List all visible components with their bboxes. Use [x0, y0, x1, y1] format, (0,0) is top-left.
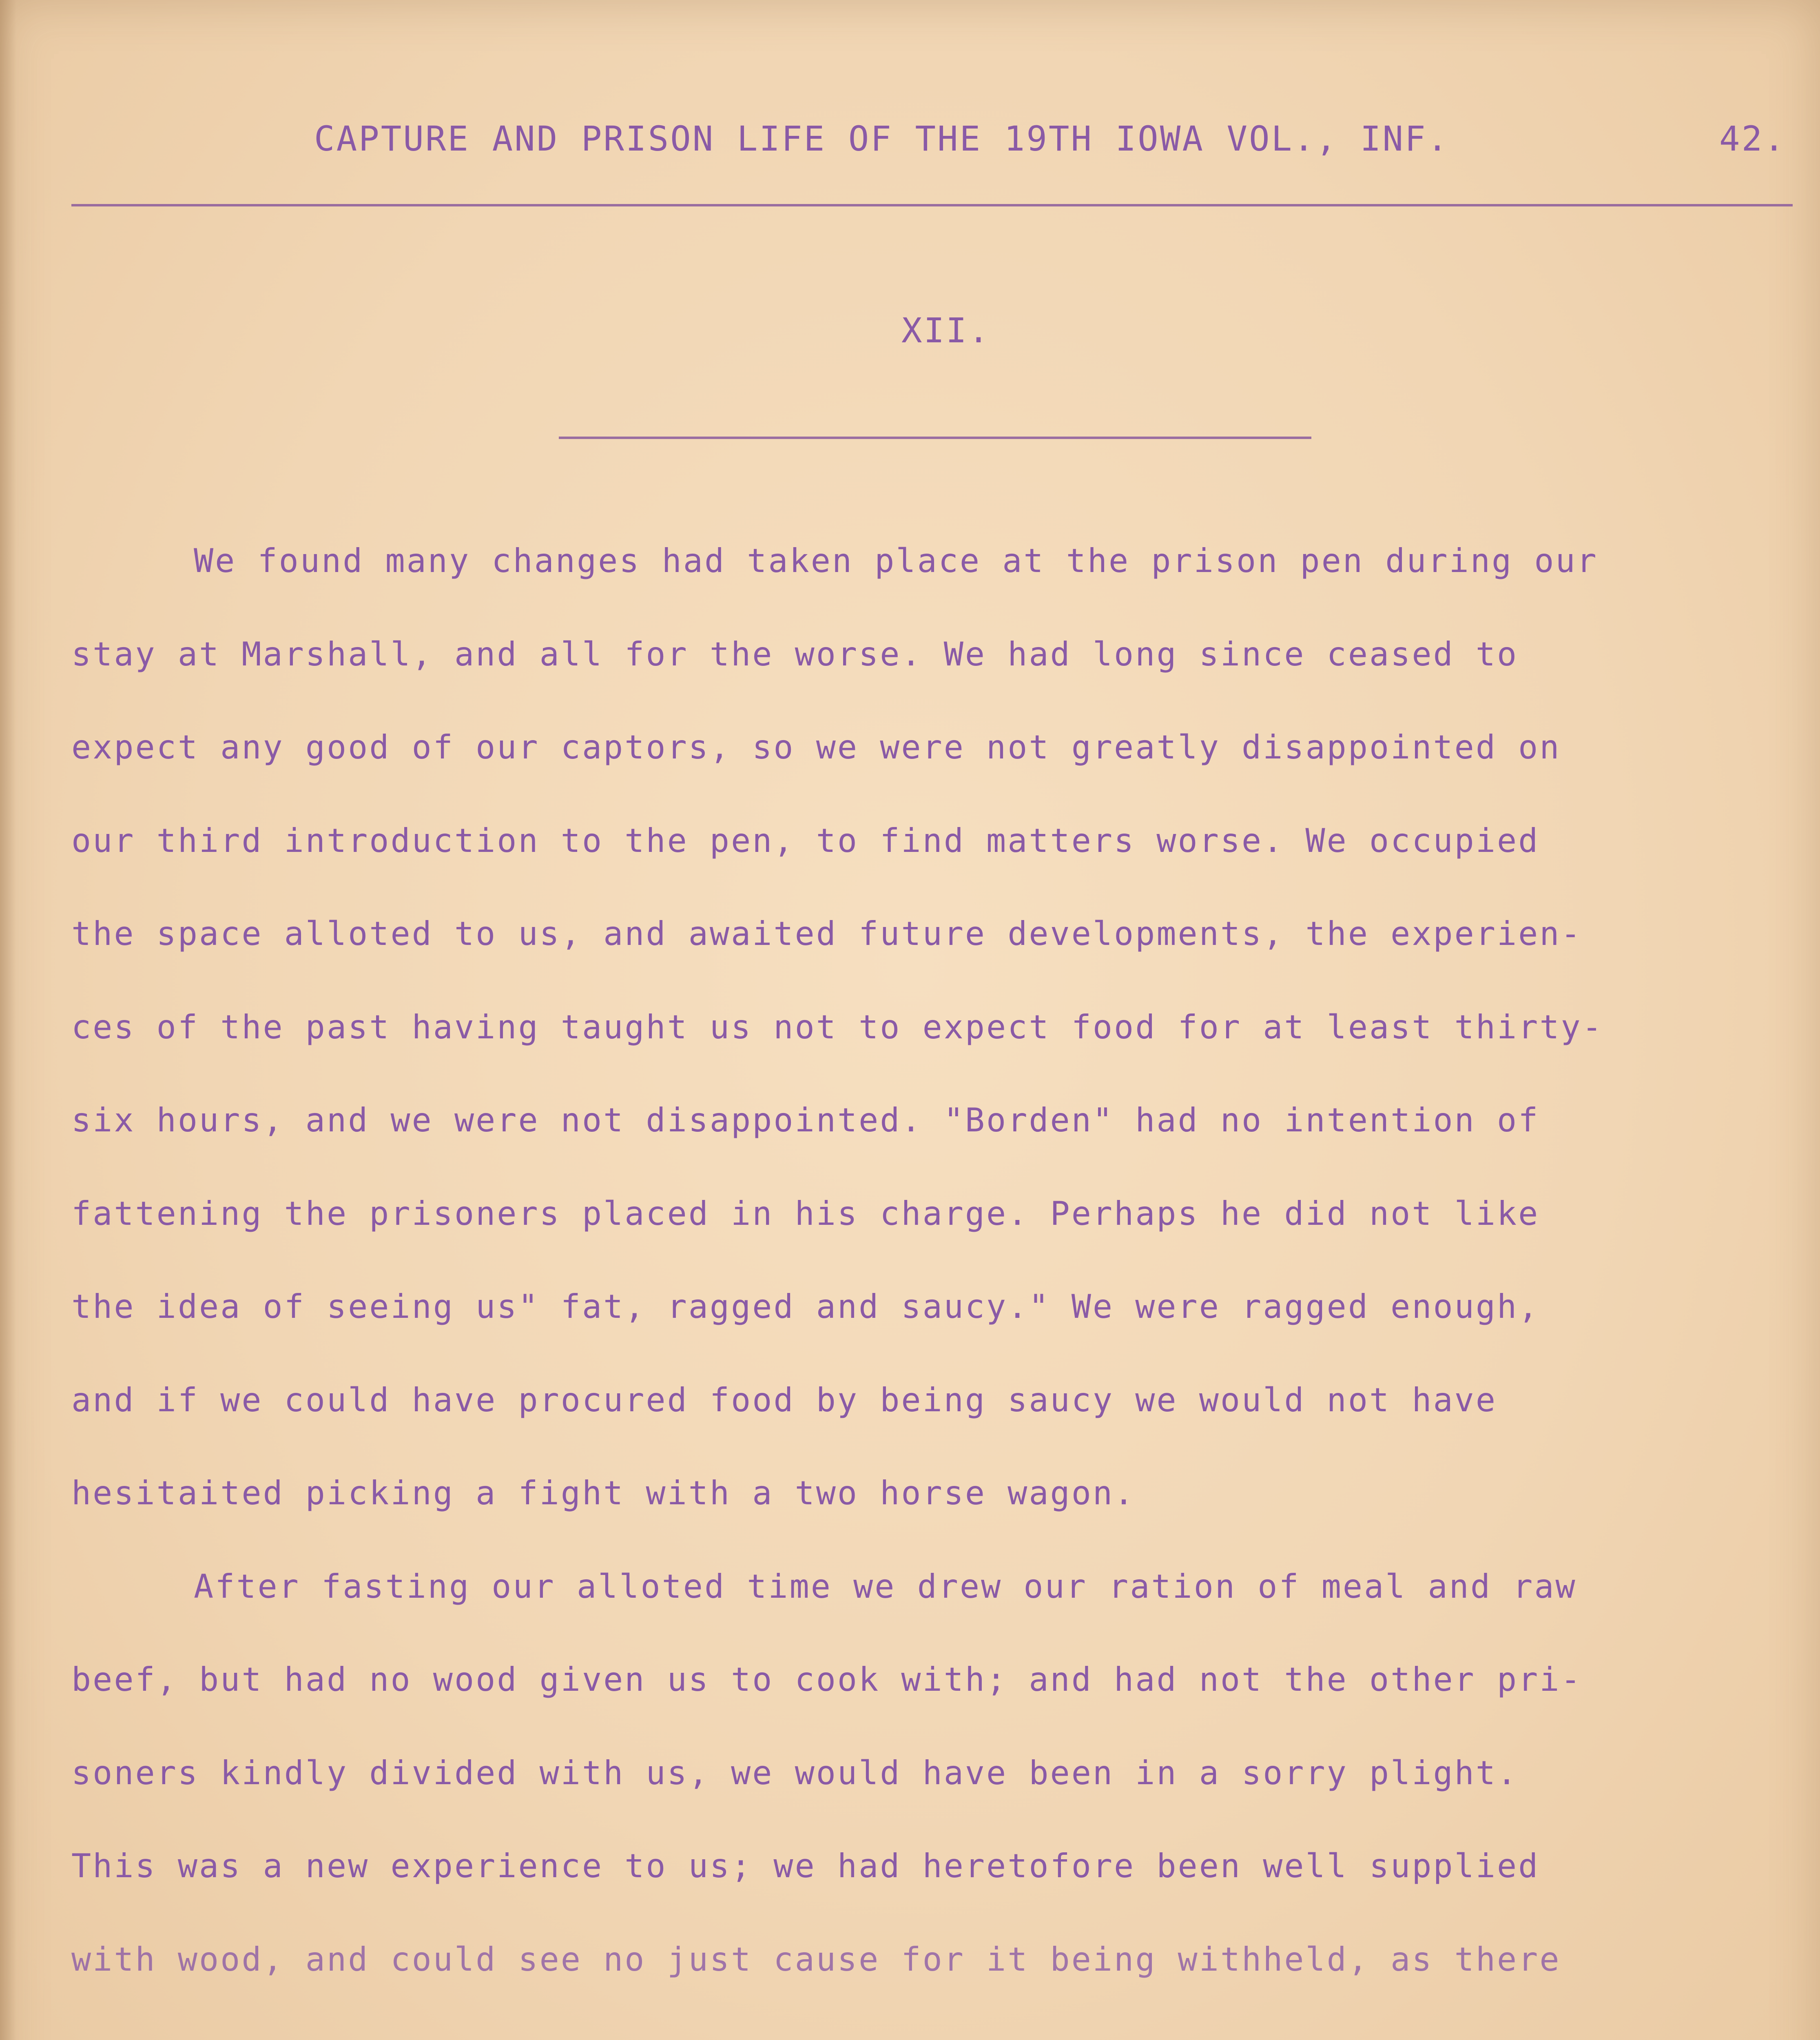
- body-text: [71, 534, 1801, 2026]
- header-rule: [71, 204, 1793, 206]
- text-line: hesitaited picking a fight with a two horse wagon.: [71, 1474, 1136, 1512]
- text-line: six hours, and we were not disappointed. "Borden" had no intention of: [71, 1101, 1540, 1139]
- text-line: stay at Marshall, and all for the worse. We had long since ceased to: [71, 635, 1519, 673]
- chapter-rule: [559, 437, 1311, 439]
- page-edge-shadow: [0, 0, 16, 2040]
- page-number: 42.: [1719, 119, 1786, 159]
- running-header-title: CAPTURE AND PRISON LIFE OF THE 19TH IOWA VOL., INF.: [314, 119, 1450, 159]
- text-line: and if we could have procured food by being saucy we would not have: [71, 1381, 1497, 1419]
- text-line: ces of the past having taught us not to expect food for at least thirty-: [71, 1008, 1603, 1046]
- text-line: This was a new experience to us; we had heretofore been well supplied: [71, 1847, 1540, 1885]
- text-line: We found many changes had taken place at the prison pen during our: [194, 542, 1598, 580]
- text-line: soners kindly divided with us, we would have been in a sorry plight.: [71, 1754, 1519, 1792]
- text-line: fattening the prisoners placed in his charge. Perhaps he did not like: [71, 1194, 1540, 1233]
- text-line: our third introduction to the pen, to find matters worse. We occupied: [71, 821, 1540, 860]
- chapter-heading: XII.: [901, 310, 991, 350]
- text-line: the idea of seeing us" fat, ragged and saucy." We were ragged enough,: [71, 1288, 1540, 1326]
- text-line: beef, but had no wood given us to cook with; and had not the other pri-: [71, 1661, 1582, 1699]
- text-line: After fasting our alloted time we drew our ration of meal and raw: [194, 1567, 1577, 1605]
- text-line: the space alloted to us, and awaited future developments, the experien-: [71, 915, 1582, 953]
- text-line: expect any good of our captors, so we were not greatly disappointed on: [71, 728, 1561, 766]
- text-line: with wood, and could see no just cause for it being withheld, as there: [71, 1940, 1561, 1978]
